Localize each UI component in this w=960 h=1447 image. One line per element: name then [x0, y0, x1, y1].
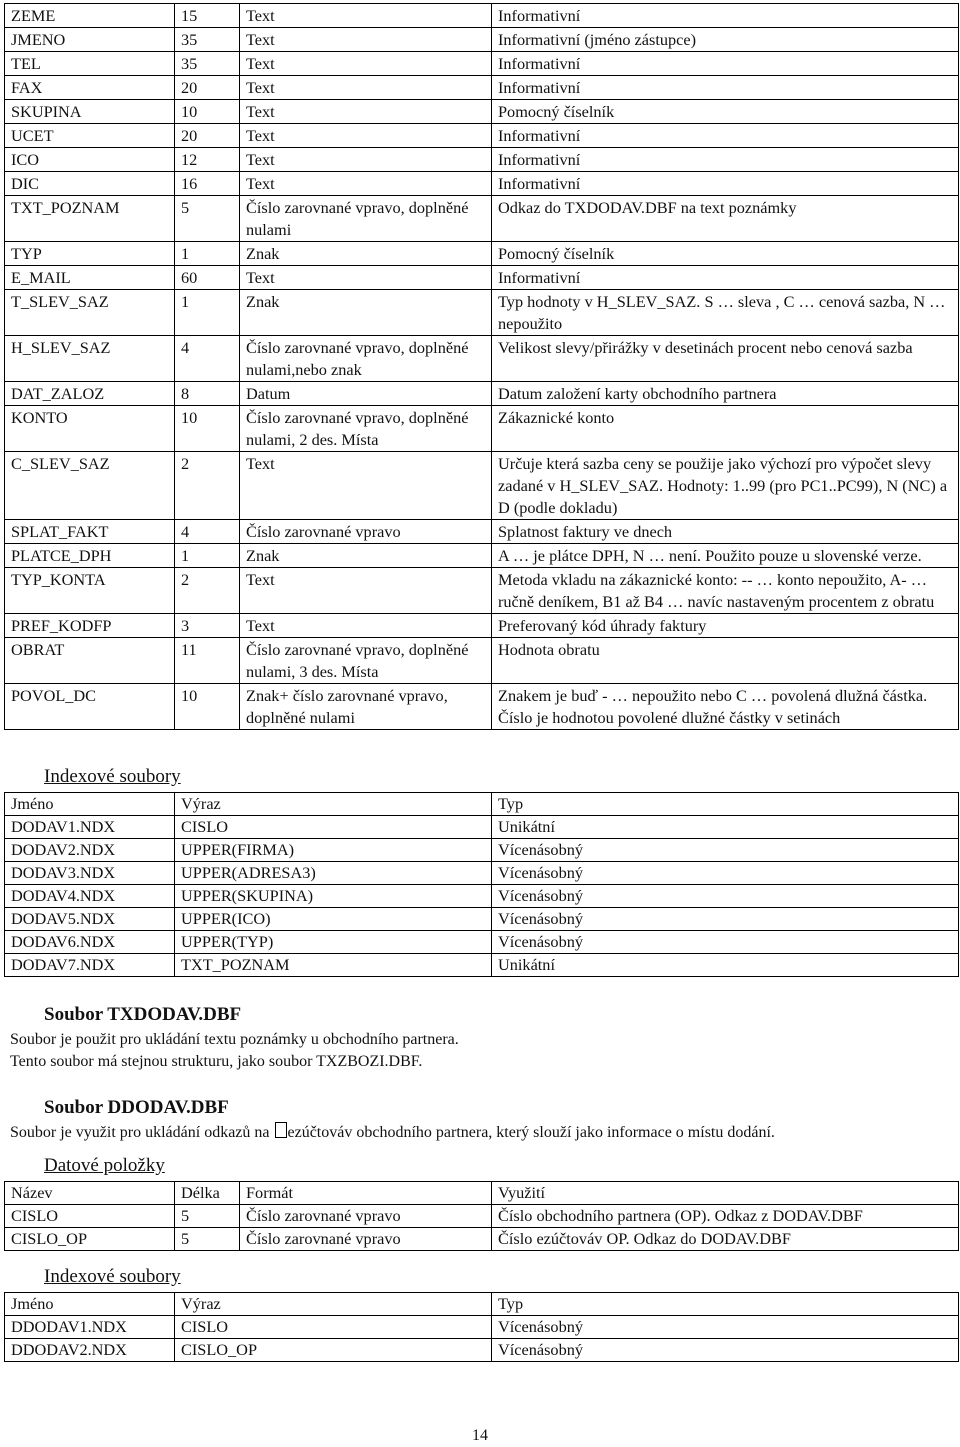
field-usage: Velikost slevy/přirážky v desetinách procent nebo cenová sazba	[492, 336, 959, 382]
field-usage: Informativní	[492, 172, 959, 196]
field-usage: Informativní	[492, 76, 959, 100]
field-format: Text	[240, 4, 492, 28]
field-usage: Zákaznické konto	[492, 406, 959, 452]
field-length: 12	[175, 148, 240, 172]
column-header: Jméno	[5, 793, 175, 816]
field-usage: Informativní	[492, 52, 959, 76]
field-length: 10	[175, 406, 240, 452]
data-items-table	[4, 1181, 959, 1251]
table-row	[5, 862, 959, 885]
index-type: Vícenásobný	[492, 862, 959, 885]
table-header-row	[5, 1182, 959, 1205]
field-usage: Informativní	[492, 4, 959, 28]
table-row	[5, 568, 959, 614]
field-name: UCET	[5, 124, 175, 148]
field-name: PREF_KODFP	[5, 614, 175, 638]
table-row	[5, 1228, 959, 1251]
missing-glyph-icon	[275, 1122, 287, 1138]
index-type: Vícenásobný	[492, 839, 959, 862]
field-format: Text	[240, 148, 492, 172]
field-name: JMENO	[5, 28, 175, 52]
paragraph	[10, 1122, 775, 1144]
table-row	[5, 520, 959, 544]
index-type: Unikátní	[492, 954, 959, 977]
field-length: 3	[175, 614, 240, 638]
field-format: Číslo zarovnané vpravo, doplněné nulami	[240, 196, 492, 242]
field-length: 20	[175, 76, 240, 100]
table-row	[5, 908, 959, 931]
table-row	[5, 290, 959, 336]
table-row	[5, 452, 959, 520]
index-table	[4, 792, 959, 977]
field-length: 4	[175, 336, 240, 382]
field-name: OBRAT	[5, 638, 175, 684]
field-length: 60	[175, 266, 240, 290]
field-length: 16	[175, 172, 240, 196]
field-name: TYP	[5, 242, 175, 266]
index-expression: TXT_POZNAM	[175, 954, 492, 977]
field-length: 1	[175, 290, 240, 336]
field-name: T_SLEV_SAZ	[5, 290, 175, 336]
field-name: PLATCE_DPH	[5, 544, 175, 568]
table-row	[5, 336, 959, 382]
table-row	[5, 614, 959, 638]
index-heading: Indexové soubory	[44, 766, 181, 787]
index-expression: UPPER(TYP)	[175, 931, 492, 954]
table-row	[5, 148, 959, 172]
index-name: DODAV3.NDX	[5, 862, 175, 885]
index-expression: UPPER(SKUPINA)	[175, 885, 492, 908]
index-expression: UPPER(ICO)	[175, 908, 492, 931]
field-format: Text	[240, 124, 492, 148]
table-header-row	[5, 793, 959, 816]
field-format: Číslo zarovnané vpravo	[240, 1205, 492, 1228]
field-length: 11	[175, 638, 240, 684]
field-format: Číslo zarovnané vpravo	[240, 520, 492, 544]
field-length: 10	[175, 684, 240, 730]
field-usage: Číslo obchodního partnera (OP). Odkaz z DODAV.DBF	[492, 1205, 959, 1228]
table-row	[5, 28, 959, 52]
table-row	[5, 954, 959, 977]
field-format: Text	[240, 52, 492, 76]
table-row	[5, 52, 959, 76]
column-header: Název	[5, 1182, 175, 1205]
table-row	[5, 839, 959, 862]
index-type: Vícenásobný	[492, 931, 959, 954]
table-row	[5, 242, 959, 266]
field-format: Text	[240, 452, 492, 520]
field-format: Číslo zarovnané vpravo, doplněné nulami, 2 des. Místa	[240, 406, 492, 452]
field-length: 15	[175, 4, 240, 28]
column-header: Výraz	[175, 1293, 492, 1316]
index-type: Vícenásobný	[492, 1339, 959, 1362]
field-usage: Určuje která sazba ceny se použije jako výchozí pro výpočet slevy zadané v H_SLEV_SAZ. Hodnoty: 1..99 (pro PC1..PC99), N (NC) a D (podle dokladu)	[492, 452, 959, 520]
paragraph: Tento soubor má stejnou strukturu, jako soubor TXZBOZI.DBF.	[10, 1053, 423, 1070]
field-length: 1	[175, 242, 240, 266]
field-format: Znak+ číslo zarovnané vpravo, doplněné nulami	[240, 684, 492, 730]
field-usage: Odkaz do TXDODAV.DBF na text poznámky	[492, 196, 959, 242]
index-name: DODAV4.NDX	[5, 885, 175, 908]
field-length: 10	[175, 100, 240, 124]
field-length: 35	[175, 28, 240, 52]
field-format: Číslo zarovnané vpravo, doplněné nulami, 3 des. Místa	[240, 638, 492, 684]
field-format: Znak	[240, 544, 492, 568]
index-name: DODAV2.NDX	[5, 839, 175, 862]
table-row	[5, 172, 959, 196]
index-name: DDODAV1.NDX	[5, 1316, 175, 1339]
field-name: SPLAT_FAKT	[5, 520, 175, 544]
table-row	[5, 196, 959, 242]
field-name: ZEME	[5, 4, 175, 28]
field-name: CISLO	[5, 1205, 175, 1228]
column-header: Formát	[240, 1182, 492, 1205]
field-length: 2	[175, 452, 240, 520]
field-name: TYP_KONTA	[5, 568, 175, 614]
index-name: DODAV1.NDX	[5, 816, 175, 839]
table-row	[5, 544, 959, 568]
section-title: Soubor DDODAV.DBF	[44, 1097, 229, 1118]
field-format: Text	[240, 172, 492, 196]
field-format: Číslo zarovnané vpravo, doplněné nulami,nebo znak	[240, 336, 492, 382]
table-header-row	[5, 1293, 959, 1316]
field-name: FAX	[5, 76, 175, 100]
field-usage: Metoda vkladu na zákaznické konto: -- … konto nepoužito, A- … ručně deníkem, B1 až B4 … navíc nastaveným procentem z obratu	[492, 568, 959, 614]
table-row	[5, 816, 959, 839]
column-header: Využití	[492, 1182, 959, 1205]
field-format: Text	[240, 266, 492, 290]
field-length: 5	[175, 1205, 240, 1228]
field-usage: Preferovaný kód úhrady faktury	[492, 614, 959, 638]
table-row	[5, 638, 959, 684]
table-row	[5, 382, 959, 406]
field-usage: Datum založení karty obchodního partnera	[492, 382, 959, 406]
index-type: Vícenásobný	[492, 1316, 959, 1339]
field-usage: Informativní	[492, 148, 959, 172]
field-usage: A … je plátce DPH, N … není. Použito pouze u slovenské verze.	[492, 544, 959, 568]
table-row	[5, 885, 959, 908]
field-name: KONTO	[5, 406, 175, 452]
table-row	[5, 1205, 959, 1228]
column-header: Typ	[492, 1293, 959, 1316]
index-name: DODAV5.NDX	[5, 908, 175, 931]
field-length: 5	[175, 196, 240, 242]
field-name: E_MAIL	[5, 266, 175, 290]
column-header: Typ	[492, 793, 959, 816]
page-number: 14	[472, 1427, 488, 1444]
index-name: DDODAV2.NDX	[5, 1339, 175, 1362]
table-row	[5, 931, 959, 954]
field-usage: Pomocný číselník	[492, 242, 959, 266]
field-name: TXT_POZNAM	[5, 196, 175, 242]
table-row	[5, 4, 959, 28]
index-heading: Indexové soubory	[44, 1266, 181, 1287]
field-name: ICO	[5, 148, 175, 172]
field-name: POVOL_DC	[5, 684, 175, 730]
field-length: 1	[175, 544, 240, 568]
field-length: 4	[175, 520, 240, 544]
index-expression: UPPER(ADRESA3)	[175, 862, 492, 885]
field-format: Text	[240, 100, 492, 124]
column-header: Výraz	[175, 793, 492, 816]
fields-table	[4, 3, 959, 730]
field-name: C_SLEV_SAZ	[5, 452, 175, 520]
field-usage: Typ hodnoty v H_SLEV_SAZ. S … sleva , C … cenová sazba, N … nepoužito	[492, 290, 959, 336]
table-row	[5, 1339, 959, 1362]
table-row	[5, 684, 959, 730]
field-usage: Znakem je buď - … nepoužito nebo C … povolená dlužná částka. Číslo je hodnotou povolené dlužné částky v setinách	[492, 684, 959, 730]
index-expression: CISLO	[175, 1316, 492, 1339]
field-usage: Informativní	[492, 124, 959, 148]
field-length: 8	[175, 382, 240, 406]
field-name: SKUPINA	[5, 100, 175, 124]
table-row	[5, 124, 959, 148]
field-usage: Pomocný číselník	[492, 100, 959, 124]
field-format: Text	[240, 28, 492, 52]
data-items-heading: Datové položky	[44, 1155, 165, 1176]
index-table	[4, 1292, 959, 1362]
paragraph-text: ezúčtováv obchodního partnera, který slouží jako informace o místu dodání.	[287, 1124, 775, 1141]
field-format: Text	[240, 76, 492, 100]
field-format: Text	[240, 614, 492, 638]
paragraph: Soubor je použit pro ukládání textu poznámky u obchodního partnera.	[10, 1031, 459, 1048]
field-name: H_SLEV_SAZ	[5, 336, 175, 382]
field-usage: Informativní (jméno zástupce)	[492, 28, 959, 52]
field-length: 35	[175, 52, 240, 76]
index-expression: CISLO_OP	[175, 1339, 492, 1362]
index-name: DODAV7.NDX	[5, 954, 175, 977]
field-usage: Číslo ezúčtováv OP. Odkaz do DODAV.DBF	[492, 1228, 959, 1251]
field-format: Znak	[240, 242, 492, 266]
table-row	[5, 76, 959, 100]
table-row	[5, 406, 959, 452]
field-name: TEL	[5, 52, 175, 76]
field-name: DAT_ZALOZ	[5, 382, 175, 406]
field-length: 20	[175, 124, 240, 148]
index-name: DODAV6.NDX	[5, 931, 175, 954]
field-length: 2	[175, 568, 240, 614]
field-usage: Hodnota obratu	[492, 638, 959, 684]
field-usage: Splatnost faktury ve dnech	[492, 520, 959, 544]
field-format: Znak	[240, 290, 492, 336]
index-expression: UPPER(FIRMA)	[175, 839, 492, 862]
field-usage: Informativní	[492, 266, 959, 290]
field-format: Datum	[240, 382, 492, 406]
paragraph-text: Soubor je využit pro ukládání odkazů na	[10, 1124, 274, 1141]
table-row	[5, 100, 959, 124]
field-format: Číslo zarovnané vpravo	[240, 1228, 492, 1251]
table-row	[5, 1316, 959, 1339]
section-title: Soubor TXDODAV.DBF	[44, 1004, 242, 1025]
column-header: Délka	[175, 1182, 240, 1205]
field-name: CISLO_OP	[5, 1228, 175, 1251]
index-type: Vícenásobný	[492, 908, 959, 931]
index-expression: CISLO	[175, 816, 492, 839]
field-name: DIC	[5, 172, 175, 196]
index-type: Vícenásobný	[492, 885, 959, 908]
index-type: Unikátní	[492, 816, 959, 839]
field-format: Text	[240, 568, 492, 614]
table-row	[5, 266, 959, 290]
field-length: 5	[175, 1228, 240, 1251]
column-header: Jméno	[5, 1293, 175, 1316]
